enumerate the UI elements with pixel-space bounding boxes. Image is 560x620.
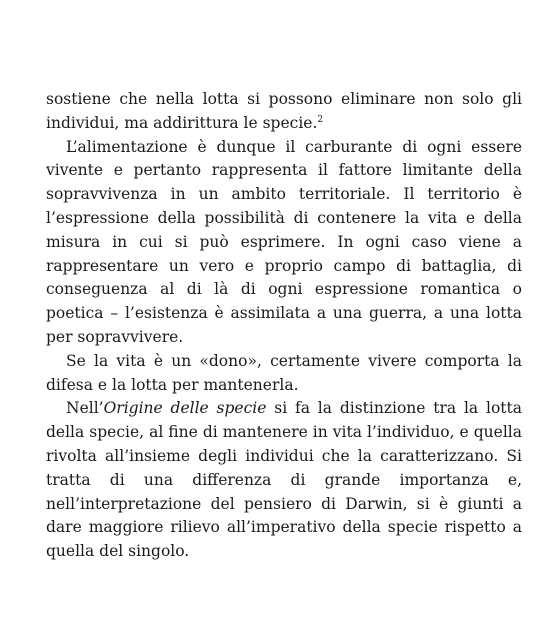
- paragraph-text: si fa la distinzione tra la lotta della specie, al fine di mantenere in vita l’individuo, e quella rivolta all’insieme degli individui che la caratterizzano. Si tratta di una differenza di grande importanza e, nell’interpretazione del pensiero di Darwin, si è giunti a dare maggiore rilievo all’imperativo della specie rispetto a quella del singolo.: [46, 399, 522, 561]
- page-text-block: [46, 88, 522, 564]
- paragraph-dono: Se la vita è un «dono», certamente vivere comporta la difesa e la lotta per mantenerla.: [46, 351, 522, 394]
- paragraph-continuation: [46, 88, 522, 136]
- footnote-marker: 2: [317, 114, 324, 125]
- paragraph-alimentazione: L’alimentazione è dunque il carburante di ogni essere vivente e pertanto rappresenta il fattore limitante della sopravvivenza in un ambito territoriale. Il territorio è l’espressione della possibilità di contenere la vita e della misura in cui si può esprimere. In ogni caso viene a rappresentare un vero e proprio campo di battaglia, di conseguenza al di là di ogni espressione romantica o poetica – l’esistenza è assimilata a una guerra, a una lotta per sopravvivere.: [46, 137, 522, 346]
- paragraph-text: sostiene che nella lotta si possono eliminare non solo gli individui, ma addirittura le specie.: [46, 90, 522, 132]
- book-title: Origine delle specie: [103, 399, 267, 418]
- paragraph-origine: [46, 397, 522, 564]
- paragraph-prefix: Nell’: [66, 399, 104, 418]
